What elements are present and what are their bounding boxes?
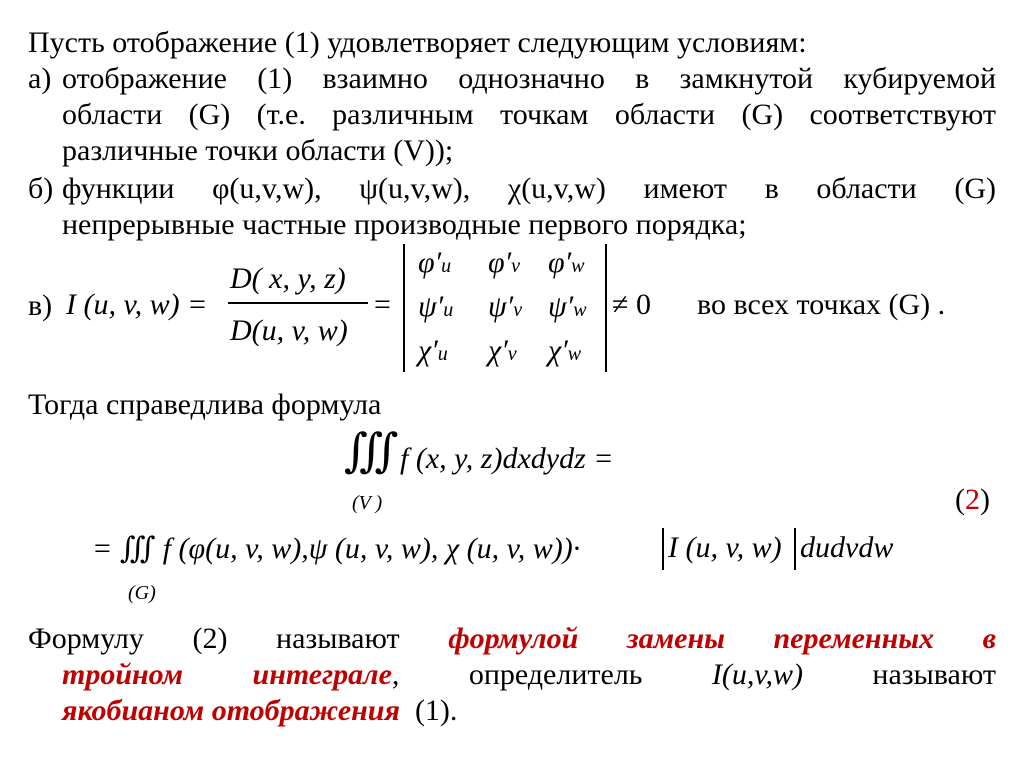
- not-equal-zero: ≠ 0: [612, 288, 651, 321]
- then-text: Тогда справедлива формула: [28, 388, 382, 421]
- matrix-cell-2-1: χ′v: [488, 334, 517, 367]
- det-right-bar: [605, 244, 607, 372]
- term-jacobian: якобианом отображения: [62, 694, 400, 727]
- intro-text: Пусть отображение (1) удовлетворяет следующим условиям:: [28, 26, 807, 59]
- matrix-cell-0-2: φ′w: [548, 246, 585, 279]
- matrix-cell-1-0: ψ′u: [418, 290, 454, 323]
- jacobian-lhs: I (u, v, w) =: [66, 288, 208, 321]
- cond-a-line3: различные точки области (V));: [62, 134, 454, 167]
- cond-b-line2: непрерывные частные производные первого порядка;: [62, 208, 747, 241]
- term-triple-integral: тройном интеграле: [62, 658, 392, 691]
- cond-a-line2: области (G) (т.е. различным точкам области (G) соответствуют: [62, 98, 996, 131]
- fraction-bar: [228, 302, 368, 304]
- marker-b: б): [28, 172, 54, 205]
- matrix-cell-0-0: φ′u: [418, 246, 452, 279]
- matrix-cell-2-0: χ′u: [418, 334, 448, 367]
- closing-line3: якобианом отображения (1).: [62, 694, 458, 727]
- top-integrand: f (x, y, z)dxdydz =: [400, 442, 614, 475]
- equation-number: (2): [955, 483, 990, 516]
- matrix-cell-1-2: ψ′w: [548, 290, 587, 323]
- cond-a-line1: отображение (1) взаимно однозначно в замкнутой кубируемой: [62, 62, 996, 95]
- equals-sign: =: [374, 288, 391, 321]
- bottom-domain: (G): [128, 582, 156, 604]
- closing-line1: Формулу (2) называют формулой замены переменных в: [28, 622, 997, 655]
- fraction-denominator: D(u, v, w): [230, 314, 348, 347]
- bottom-integrand: = ∭ f (φ(u, v, w),ψ (u, v, w), χ (u, v, w))·: [92, 532, 581, 565]
- abs-right-bar: [794, 528, 796, 570]
- bottom-jacobian: I (u, v, w): [668, 531, 782, 564]
- abs-left-bar: [662, 528, 664, 570]
- triple-integral-top: ∭: [344, 425, 399, 476]
- bottom-tail: dudvdw: [800, 531, 894, 564]
- condition-c-tail: во всех точках (G) .: [697, 288, 946, 321]
- cond-b-line1: функции φ(u,v,w), ψ(u,v,w), χ(u,v,w) имеют в области (G): [62, 172, 996, 205]
- closing-line2: тройном интеграле, определитель I(u,v,w) называют: [62, 658, 996, 691]
- marker-a: а): [28, 62, 52, 95]
- top-domain: (V ): [352, 492, 383, 514]
- matrix-cell-2-2: χ′w: [548, 334, 582, 367]
- matrix-cell-1-1: ψ′v: [488, 290, 523, 323]
- det-left-bar: [403, 244, 405, 372]
- term-change-variables: формулой замены переменных в: [448, 622, 997, 655]
- fraction-numerator: D( x, y, z): [230, 262, 346, 295]
- marker-c: в): [28, 289, 53, 322]
- matrix-cell-0-1: φ′v: [488, 246, 521, 279]
